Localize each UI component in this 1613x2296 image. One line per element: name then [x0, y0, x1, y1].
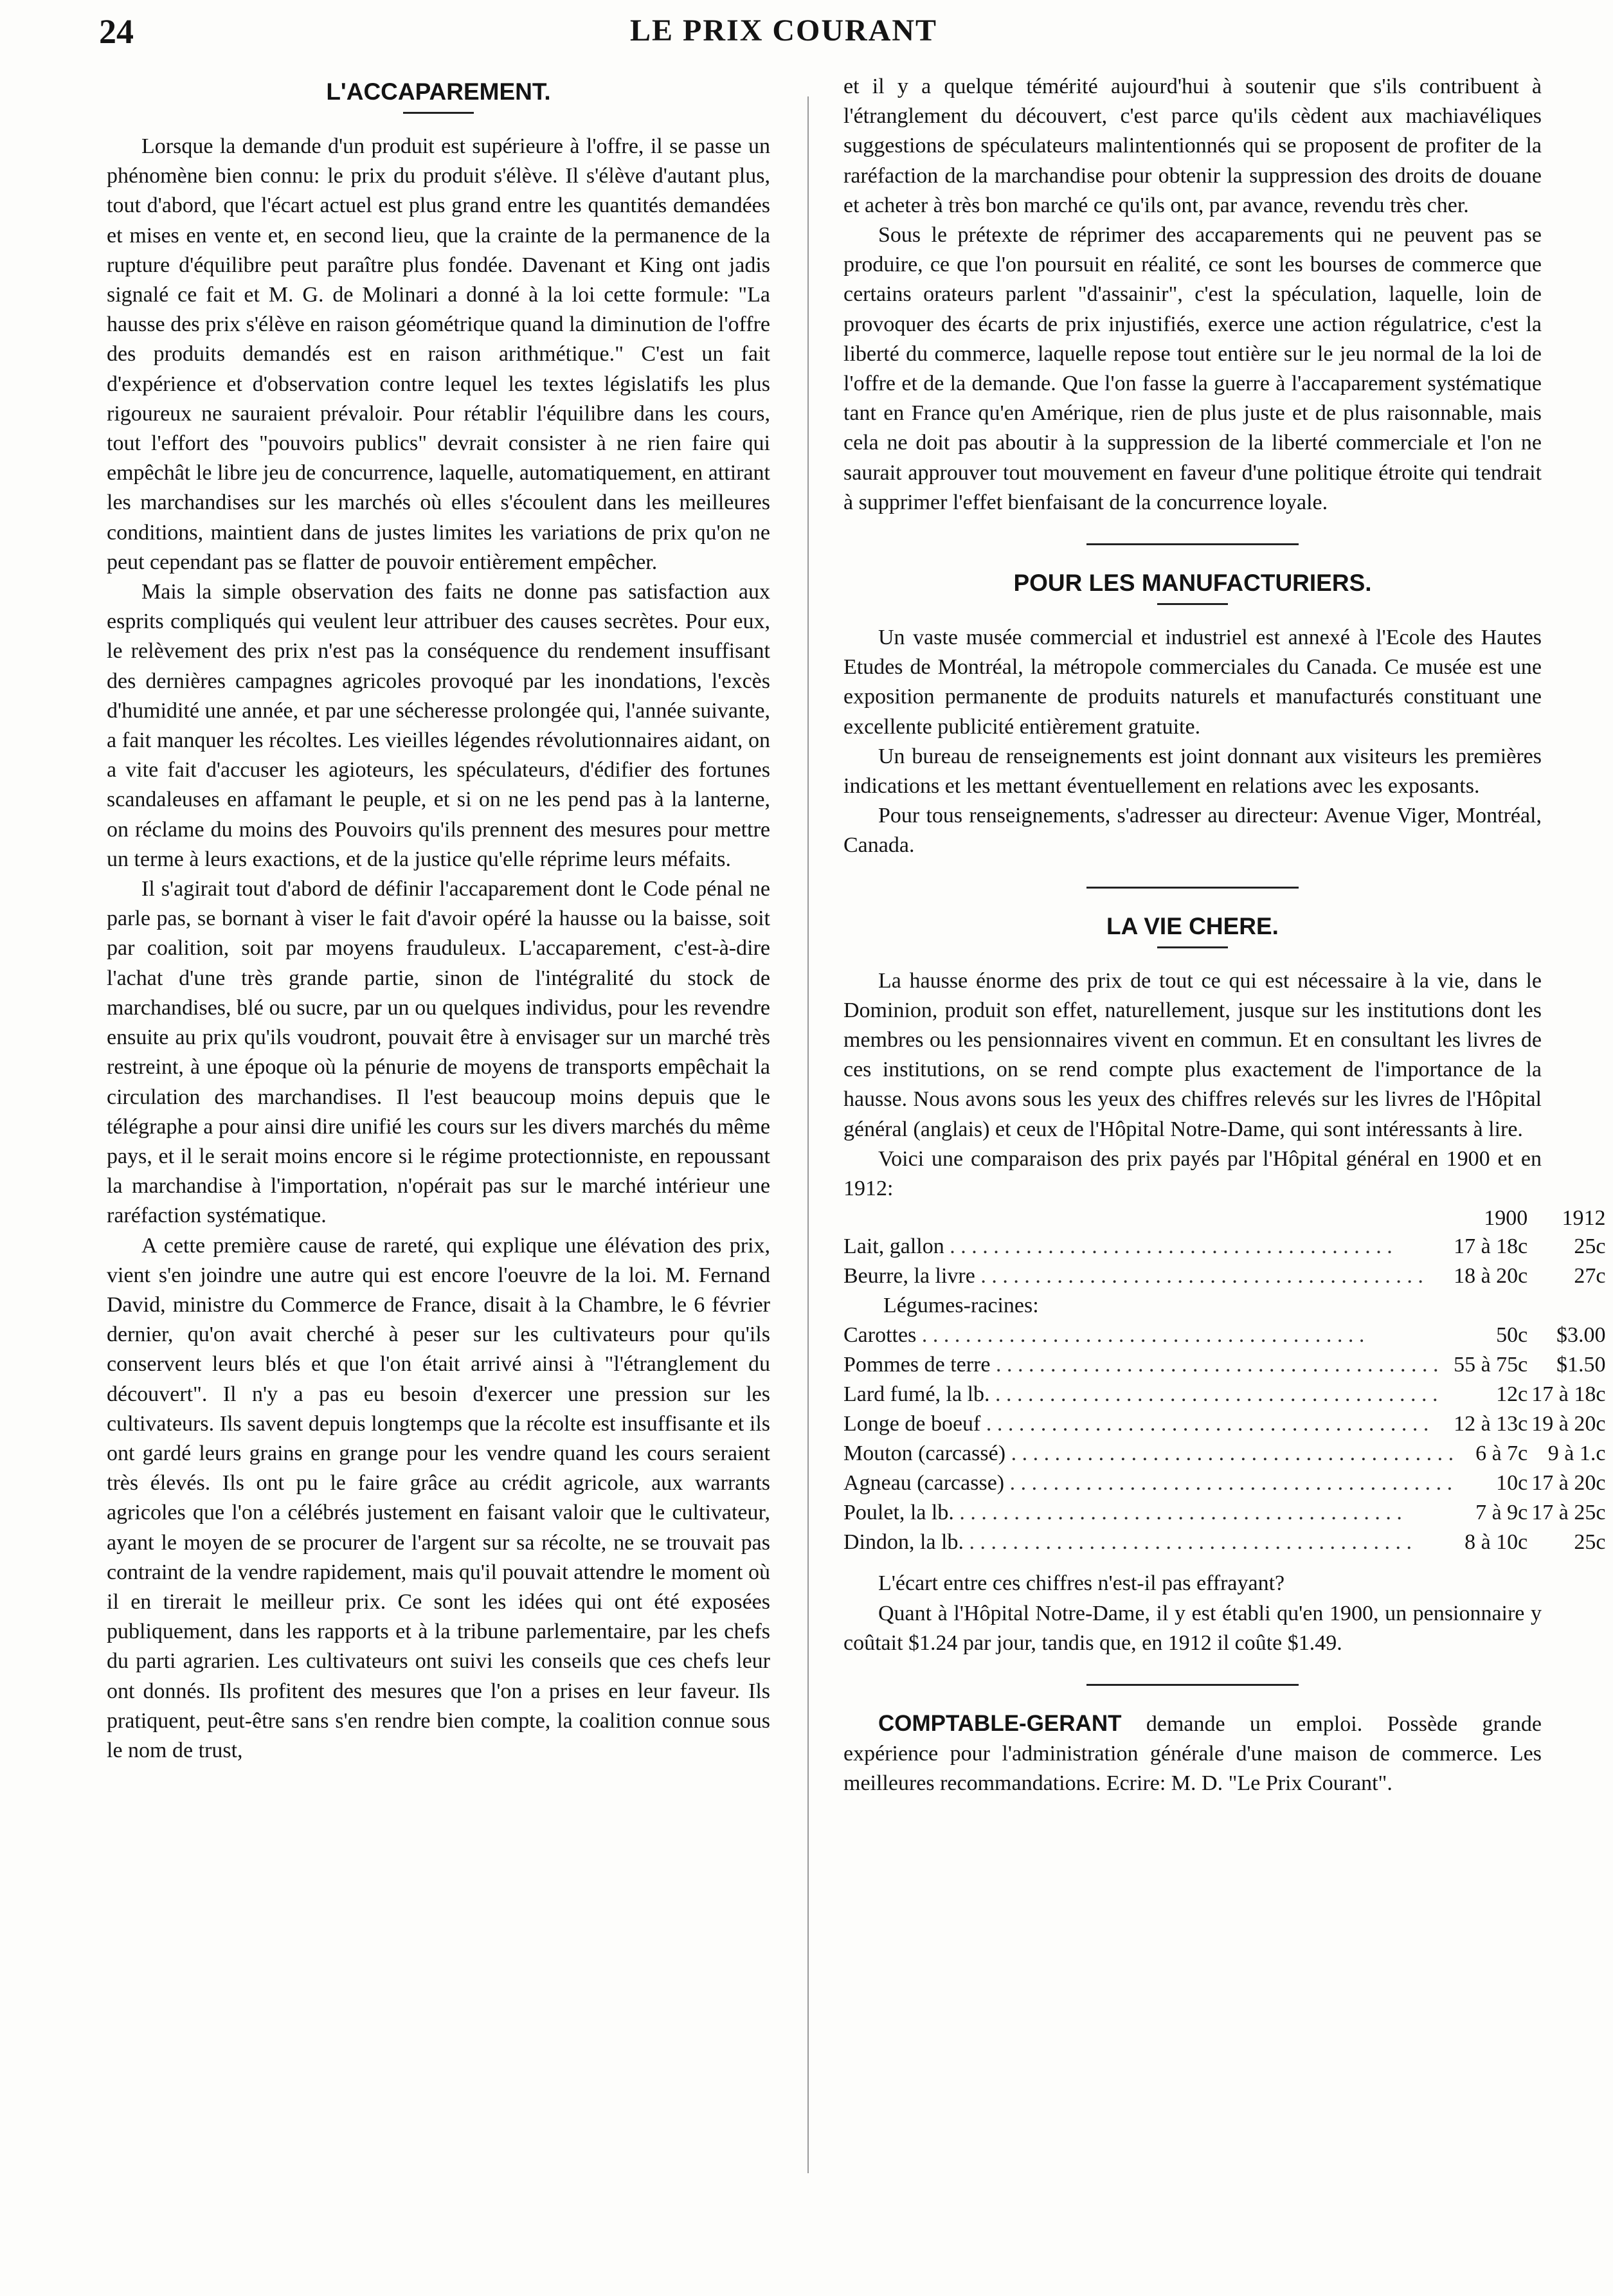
journal-title: LE PRIX COURANT [630, 14, 938, 48]
price-1912: 9 à 1.c [1547, 1442, 1606, 1466]
table-row [843, 1261, 1609, 1291]
article-paragraph: Quant à l'Hôpital Notre-Dame, il y est établi qu'en 1900, un pensionnaire y coûtait $1.24 par jour, tandis que, en 1912 il coûte $1.49. [843, 1601, 1542, 1655]
price-1912: $3.00 [1556, 1323, 1606, 1348]
table-row [843, 1409, 1609, 1439]
item-label: Beurre, la livre [843, 1264, 975, 1288]
price-1900: 55 à 75c [1454, 1353, 1528, 1377]
table-row [843, 1528, 1609, 1557]
table-header-row [843, 1205, 1609, 1232]
article-title-accaparement: L'ACCAPAREMENT. [326, 78, 551, 105]
table-row [843, 1321, 1609, 1350]
item-label: Mouton (carcassé) [843, 1442, 1006, 1466]
page-header [90, 9, 1569, 54]
leader-dots [1004, 1471, 1452, 1495]
leader-dots [954, 1501, 1402, 1524]
article-paragraph: Mais la simple observation des faits ne donne pas satisfaction aux esprits compliqués qui veulent leur attribuer des causes secrètes. Pour eux, le relèvement des prix n'est pas la conséquence du rendement insuffisant des dernières campagnes agricoles provoqué par les inondations, l'excès d'humidité une année, et par une sécheresse prolongée qui, l'année suivante, a fait manquer les récoltes. Les vieilles légendes révolutionnaires aidant, on a vite fait d'accuser les agioteurs, les spéculateurs, d'édifier des fortunes scandaleuses en affamant le peuple, et si on ne les pend pas à la lanterne, on réclame du moins des Pouvoirs qu'ils prennent des mesures pour mettre un terme à leurs exactions, et de la justice qu'elle réprime leurs méfaits. [107, 580, 770, 871]
article-paragraph: Voici une comparaison des prix payés par l'Hôpital général en 1900 et en 1912: [843, 1146, 1542, 1201]
article-paragraph: Sous le prétexte de réprimer des accaparements qui ne peuvent pas se produire, ce que l'on poursuit en réalité, ce sont les bourses de commerce que certains orateurs parlent "d'assainir", c'est la spéculation, laquelle, loin de provoquer des écarts de prix injustifiés, exerce une action régulatrice, c'est la liberté du commerce, laquelle repose tout entière sur le jeu normal de la loi de l'offre et de la demande. Que l'on fasse la guerre à l'accaparement systématique tant en France qu'en Amérique, rien de plus juste et de plus raisonnable, mais cela ne doit pas aboutir à la suppression de la liberté commerciale et l'on ne saurait approuver tout mouvement en faveur d'une politique étroite qui tendrait à supprimer l'effet bienfaisant de la concurrence loyale. [843, 223, 1542, 514]
table-subheading: Légumes-racines: [883, 1294, 1039, 1318]
title-rule [1157, 946, 1228, 948]
item-label: Longe de boeuf [843, 1412, 981, 1436]
article-paragraph: La hausse énorme des prix de tout ce qui est nécessaire à la vie, dans le Dominion, produit son effet, naturellement, jusque sur les institutions dont les membres ou les pensionnaires vivent en commun. Et en consultant les livres de ces institutions, on se rend compte plus exactement de l'importance de la hausse. Nous avons sous les yeux des chiffres relevés sur les livres de l'Hôpital général (anglais) et ceux de l'Hôpital Notre-Dame, qui sont intéressants à lire. [843, 968, 1542, 1141]
article-paragraph: Un bureau de renseignements est joint donnant aux visiteurs les premières indications et les mettant éventuellement en relations avec les exposants. [843, 744, 1542, 799]
leader-dots [975, 1264, 1423, 1288]
right-column [843, 72, 1606, 1799]
item-label: Pommes de terre [843, 1353, 991, 1377]
section-separator [1086, 887, 1299, 889]
price-1912: 25c [1574, 1530, 1606, 1555]
leader-dots [991, 1353, 1439, 1377]
column-header-1900: 1900 [1484, 1206, 1528, 1231]
table-row [843, 1350, 1609, 1380]
article-paragraph: Il s'agirait tout d'abord de définir l'accaparement dont le Code pénal ne parle pas, se bornant à viser le fait d'avoir opéré la hausse ou la baisse, soit par coalition, soit par moyens frauduleux. L'accaparement, c'est-à-dire l'achat d'une très grande partie, sinon de l'intégralité du stock de marchandises, blé ou sucre, par un ou quelques individus, pour les revendre ensuite au prix qu'ils voudront, pouvait être à envisager sur un marché très restreint, à une époque où la pénurie de moyens de transports empêchait la circulation des marchandises. Il l'est beaucoup moins depuis que le télégraphe a pour ainsi dire unifié les cours sur les divers marchés du même pays, et il le serait moins encore si le régime protectionniste, en repoussant la marchandise à l'importation, n'opérait pas sur le marché intérieur une raréfaction systématique. [107, 877, 770, 1228]
price-1912: 25c [1574, 1234, 1606, 1259]
price-1900: 18 à 20c [1454, 1264, 1528, 1288]
table-row [843, 1439, 1609, 1469]
price-1912: 17 à 25c [1531, 1501, 1606, 1525]
table-row [843, 1498, 1609, 1528]
price-1912: 27c [1574, 1264, 1606, 1288]
left-column [107, 72, 770, 1766]
title-rule [1157, 603, 1228, 605]
item-label: Dindon, la lb. [843, 1530, 964, 1555]
table-subheading-row [843, 1291, 1609, 1321]
price-1912: $1.50 [1556, 1353, 1606, 1377]
price-1912: 19 à 20c [1531, 1412, 1606, 1436]
classified-ad [843, 1709, 1542, 1799]
item-label: Agneau (carcasse) [843, 1471, 1005, 1496]
article-paragraph: A cette première cause de rareté, qui explique une élévation des prix, vient s'en joindre une autre qui est encore l'oeuvre de la loi. M. Fernand David, ministre du Commerce de France, disait à la Chambre, le 6 février dernier, qu'on avait cherché à peser sur les cultivateurs pour qu'ils conservent leurs blés et que l'on était arrivé ainsi à "l'étranglement du découvert". Il n'y a pas eu besoin d'exercer une pression sur les cultivateurs. Ils savent depuis longtemps que la récolte est insuffisante et ils ont gardé leurs grains en grange pour les vendre quand les cours seraient très élevés. Ils ont pu le faire grâce au crédit agricole, aux warrants agricoles que l'on a célébrés justement en faisant valoir que le cultivateur, ayant le moyen de se procurer de l'argent sur sa récolte, ne se trouvait pas contraint de la vendre rapidement, mais qu'il pouvait attendre le moment où il en tirerait le meilleur prix. Ce sont les idées qui ont été exposées publiquement, dans les rapports et à la tribune parlementaire, par les chefs du parti agrarien. Les cultivateurs ont suivi les conseils que ces chefs leur ont donnés. Ils profitent des mesures que l'on a prises en leur faveur. Ils pratiquent, peut-être sans s'en rendre bien compte, la coalition connue sous le nom de trust, [107, 1233, 770, 1762]
price-1900: 8 à 10c [1464, 1530, 1528, 1555]
price-1912: 17 à 18c [1531, 1382, 1606, 1407]
price-1912: 17 à 20c [1531, 1471, 1606, 1496]
article-paragraph: Pour tous renseignements, s'adresser au directeur: Avenue Viger, Montréal, Canada. [843, 804, 1542, 858]
leader-dots [944, 1234, 1392, 1258]
article-title-manufacturiers: POUR LES MANUFACTURIERS. [1013, 570, 1372, 597]
table-row [843, 1380, 1609, 1409]
item-label: Lard fumé, la lb. [843, 1382, 990, 1407]
article-paragraph: L'écart entre ces chiffres n'est-il pas effrayant? [878, 1571, 1285, 1596]
section-separator [1086, 1684, 1299, 1686]
article-title-vie-chere: LA VIE CHERE. [1106, 912, 1279, 939]
price-1900: 17 à 18c [1454, 1234, 1528, 1259]
column-header-1912: 1912 [1562, 1206, 1606, 1231]
table-row [843, 1232, 1609, 1261]
price-1900: 7 à 9c [1475, 1501, 1528, 1525]
article-paragraph: Un vaste musée commercial et industriel est annexé à l'Ecole des Hautes Etudes de Montréal, la métropole commerciales du Canada. Ce musée est une exposition permanente de produits naturels et manufacturés constituant une excellente publicité entièrement gratuite. [843, 626, 1542, 739]
price-1900: 10c [1496, 1471, 1528, 1496]
table-row [843, 1469, 1609, 1498]
item-label: Carottes [843, 1323, 917, 1348]
price-1900: 50c [1496, 1323, 1528, 1348]
leader-dots [916, 1323, 1364, 1347]
column-divider [807, 96, 809, 2173]
leader-dots [964, 1530, 1412, 1554]
price-1900: 12c [1496, 1382, 1528, 1407]
price-1900: 12 à 13c [1454, 1412, 1528, 1436]
price-comparison-table [843, 1205, 1609, 1557]
leader-dots [980, 1412, 1428, 1436]
item-label: Poulet, la lb. [843, 1501, 954, 1525]
price-1900: 6 à 7c [1475, 1442, 1528, 1466]
title-rule [403, 112, 474, 114]
classified-ad-lead: COMPTABLE-GERANT [878, 1710, 1122, 1736]
section-separator [1086, 543, 1299, 545]
article-paragraph: Lorsque la demande d'un produit est supérieure à l'offre, il se passe un phénomène bien connu: le prix du produit s'élève. Il s'élève d'autant plus, tout d'abord, que l'écart actuel est plus grand entre les quantités demandées et mises en vente et, en second lieu, que la crainte de la permanence de la rupture d'équilibre peut paraître plus fondée. Davenant et King ont jadis signalé ce fait et M. G. de Molinari a donné à la loi cette formule: "La hausse des prix s'élève en raison géométrique quand la diminution de l'offre des produits demandés est en raison arithmétique." C'est un fait d'expérience et d'observation contre lequel les textes législatifs les plus rigoureux ne sauraient prévaloir. Pour rétablir l'équilibre dans les cours, tout l'effort des "pouvoirs publics" devrait consister à ne rien faire qui empêchât le libre jeu de concurrence, laquelle, automatiquement, en attirant les marchandises sur les marchés où elles s'écoulent dans les meilleures conditions, maintient dans de justes limites les variations de prix qu'on ne peut cependant pas se flatter de pouvoir entièrement empêcher. [107, 134, 770, 574]
item-label: Lait, gallon [843, 1234, 944, 1259]
leader-dots [1005, 1442, 1454, 1465]
article-continuation: et il y a quelque témérité aujourd'hui à soutenir que s'ils contribuent à l'étranglement du découvert, c'est parce qu'ils cèdent aux machiavéliques suggestions de spéculateurs malintentionnés qui se proposent de profiter de la raréfaction de la marchandise pour obtenir la suppression des droits de douane et acheter à très bon marché ce qu'ils ont, par avance, revendu très cher. [843, 75, 1542, 217]
page-number: 24 [99, 12, 134, 51]
classified-ad-text: demande un emploi. Possède grande expérience pour l'administration générale d'une maison de commerce. Les meilleures recommandations. Ecrire: M. D. "Le Prix Courant". [843, 1712, 1542, 1796]
leader-dots [990, 1382, 1438, 1406]
